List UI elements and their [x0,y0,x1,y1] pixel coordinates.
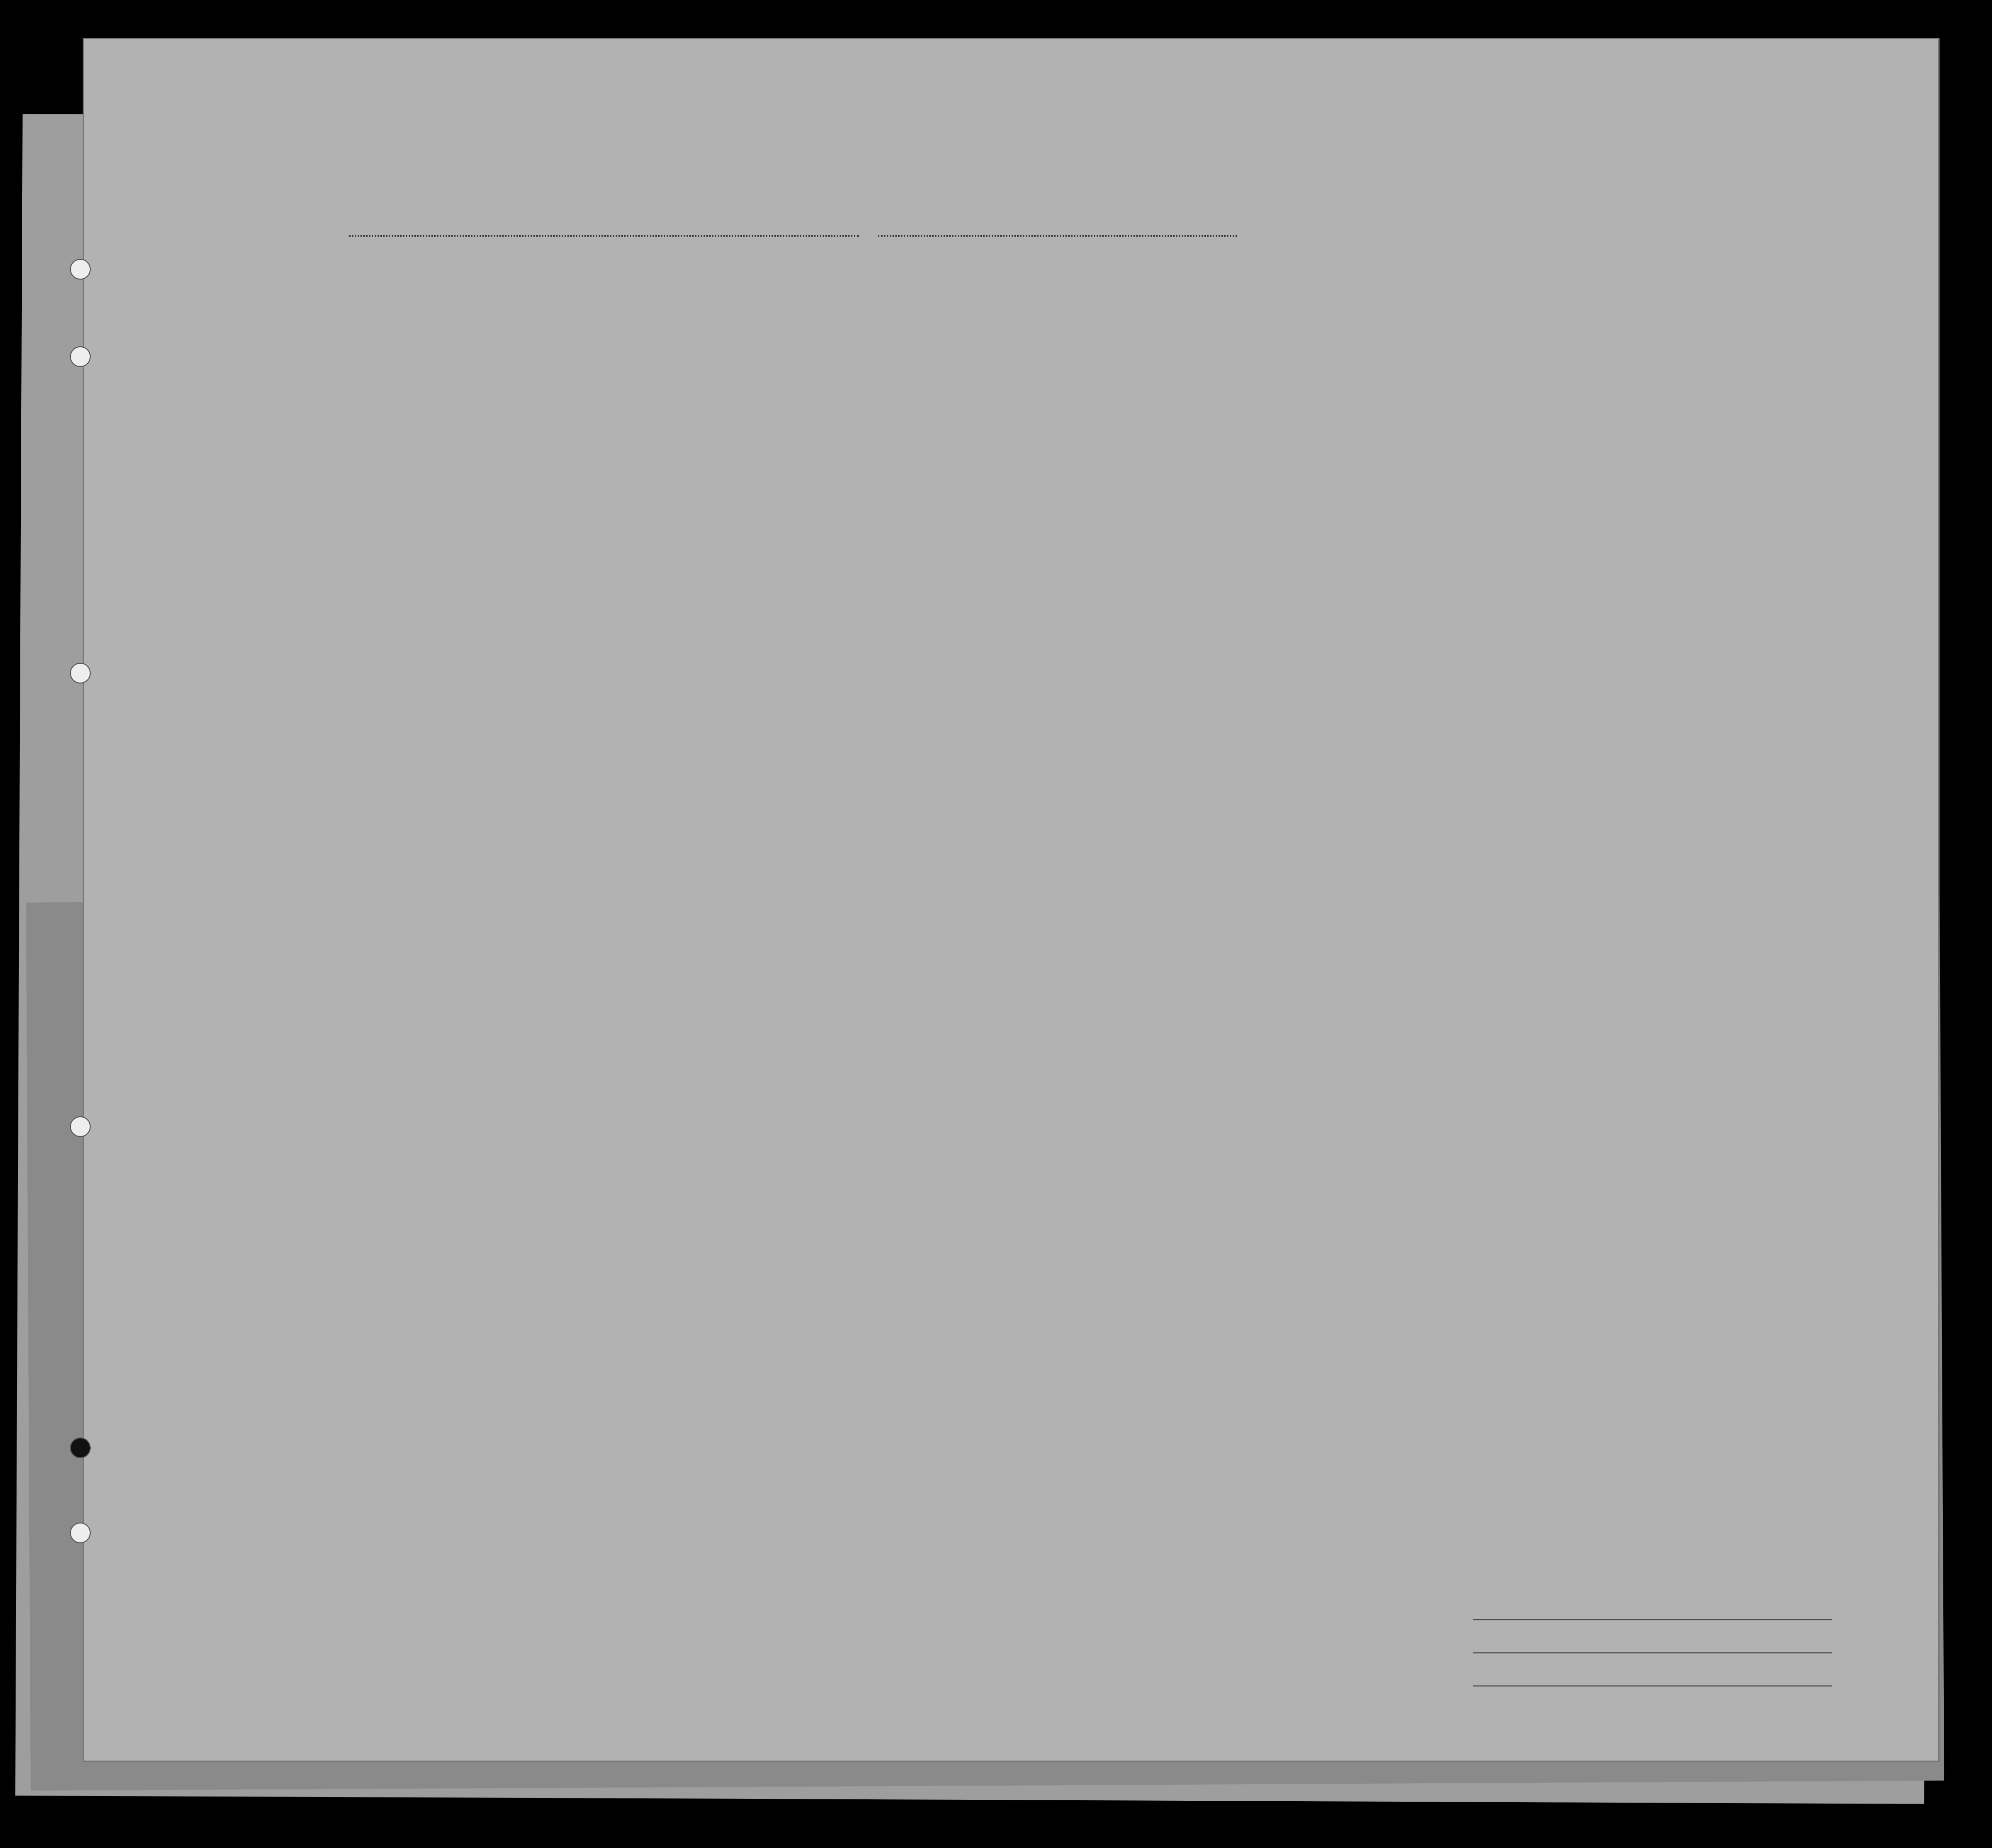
binder-hole [70,1116,91,1137]
line-rule [1473,1619,1832,1620]
manifest-table [122,252,1908,1593]
list-number-box [1785,70,1796,95]
binder-hole [70,346,91,367]
date-line [878,235,1237,237]
manifest-sheet [83,38,1940,1762]
owners-rule [1473,1652,1832,1653]
port-line [349,235,859,237]
binder-hole [70,1523,91,1543]
binder-hole [70,1437,91,1458]
agents-rule [1473,1685,1832,1686]
binder-hole [70,663,91,684]
binder-hole [70,259,91,280]
